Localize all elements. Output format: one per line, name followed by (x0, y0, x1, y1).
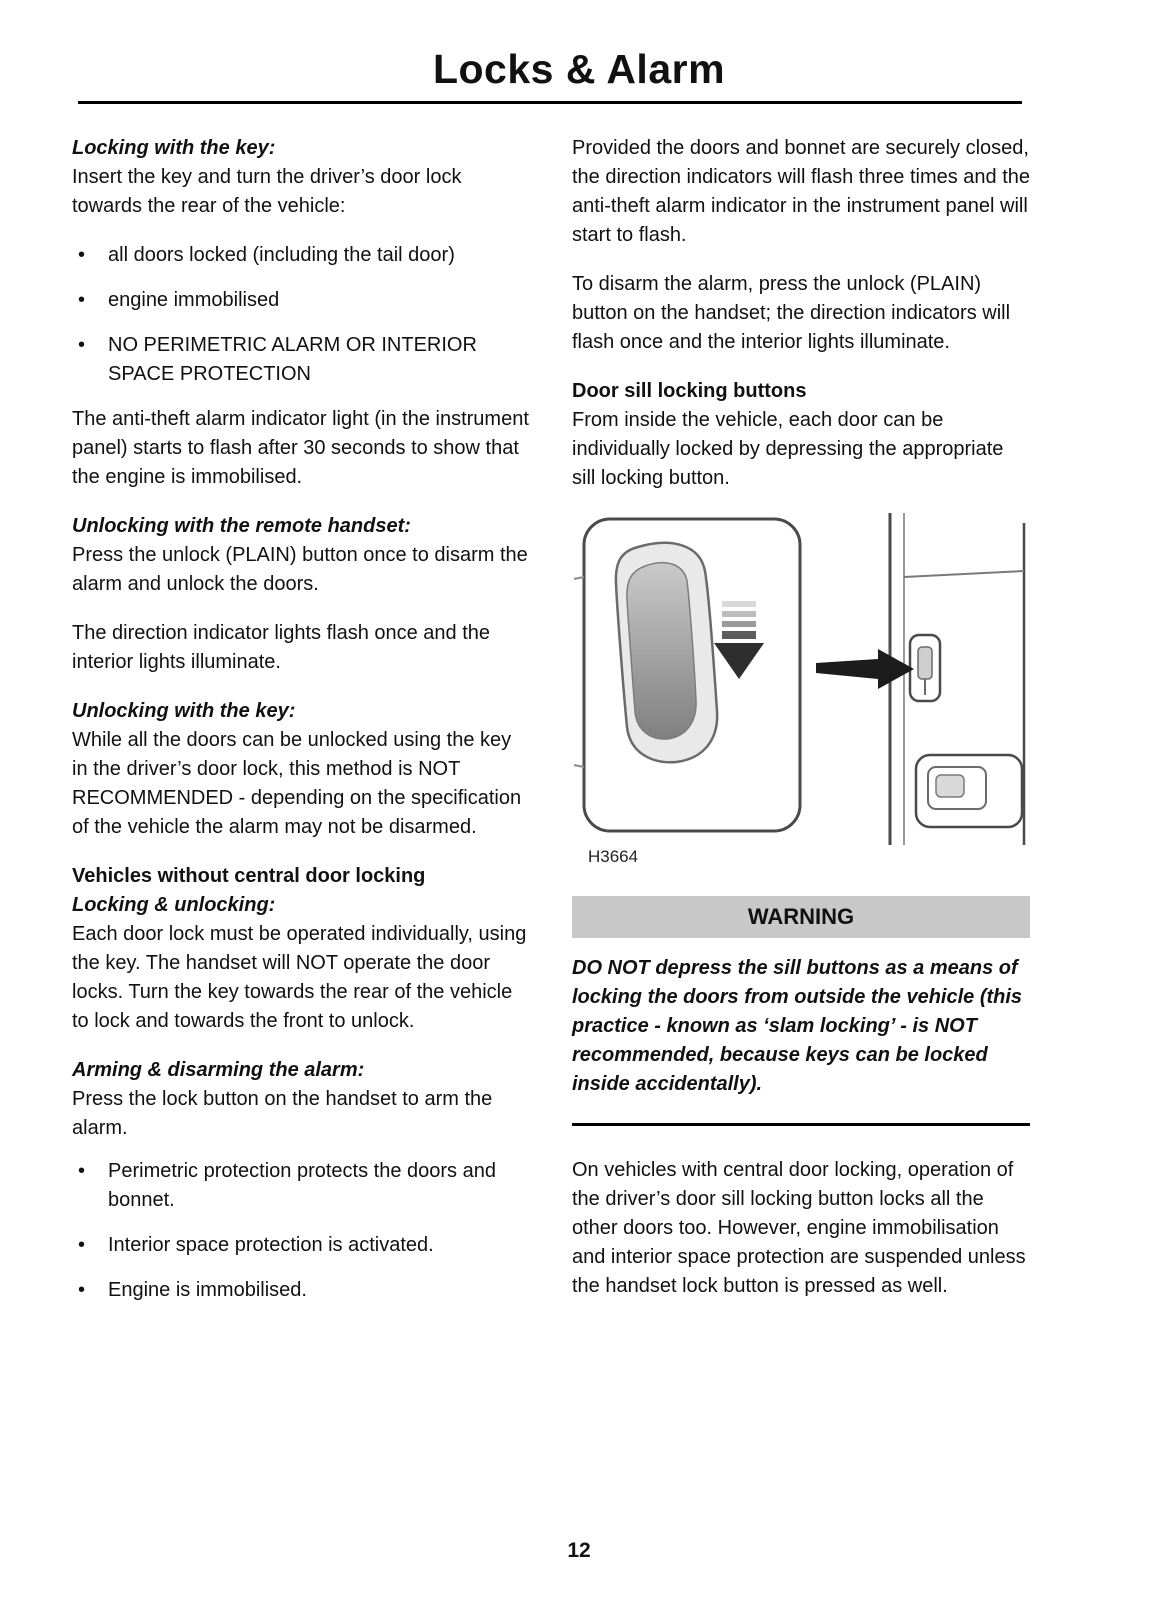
list-item: • all doors locked (including the tail door) (72, 241, 530, 270)
arming-bullet-list (72, 1157, 530, 1305)
heading-door-sill-buttons: Door sill locking buttons (572, 380, 807, 402)
page-header (0, 0, 1158, 104)
left-column (72, 134, 530, 1321)
page-number: 12 (567, 1539, 591, 1562)
para-antitheft-indicator: The anti-theft alarm indicator light (in the instrument panel) starts to flash after 30 seconds to show that the engine is immobilised. (72, 408, 529, 488)
two-column-layout (0, 104, 1158, 1321)
para-disarm-alarm: To disarm the alarm, press the unlock (PLAIN) button on the handset; the direction indicators will flash once and the interior lights illuminate. (572, 273, 1011, 353)
right-column (572, 134, 1030, 1321)
heading-no-central-locking: Vehicles without central door locking (72, 865, 426, 887)
para-unlocking-remote: Press the unlock (PLAIN) button once to disarm the alarm and unlock the doors. (72, 544, 528, 595)
para-unlocking-key: While all the doors can be unlocked using the key in the driver’s door lock, this method is NOT RECOMMENDED - depending on the specification of the vehicle the alarm may not be disarmed. (72, 729, 522, 838)
locking-bullet-list (72, 241, 530, 389)
para-locking-with-key: Insert the key and turn the driver’s door lock towards the rear of the vehicle: (72, 166, 462, 217)
para-central-locking: On vehicles with central door locking, operation of the driver’s door sill locking button locks all the other doors too. However, engine immobilisation and interior space protection are suspended unless the handset lock button is pressed as well. (572, 1158, 1026, 1297)
para-door-sill-buttons: From inside the vehicle, each door can be individually locked by depressing the appropriate sill locking button. (572, 409, 1004, 489)
pointer-arrow-icon (816, 649, 914, 689)
door-sill-figure-svg (572, 513, 1032, 845)
list-item: • Engine is immobilised. (72, 1276, 530, 1305)
list-item: • engine immobilised (72, 286, 530, 315)
warning-divider (572, 1123, 1030, 1126)
heading-locking-unlocking: Locking & unlocking: (72, 894, 276, 916)
para-provided-doors: Provided the doors and bonnet are securely closed, the direction indicators will flash three times and the anti-theft alarm indicator in the instrument panel will start to flash. (572, 137, 1031, 246)
heading-arming-disarming: Arming & disarming the alarm: (72, 1059, 365, 1081)
list-item: • NO PERIMETRIC ALARM OR INTERIOR SPACE PROTECTION (72, 331, 530, 389)
sill-button-shape (616, 543, 717, 762)
warning-header: WARNING (572, 896, 1030, 938)
door-handle-recess (916, 755, 1022, 827)
para-locking-unlocking: Each door lock must be operated individually, using the key. The handset will NOT operate the door locks. Turn the key towards the rear of the vehicle to lock and towards the front to unlock. (72, 923, 527, 1032)
list-item: • Interior space protection is activated. (72, 1231, 530, 1260)
para-direction-indicators: The direction indicator lights flash once and the interior lights illuminate. (72, 622, 491, 673)
door-sill-illustration (572, 513, 1030, 870)
heading-locking-with-key: Locking with the key: (72, 137, 276, 159)
warning-text: DO NOT depress the sill buttons as a means of locking the doors from outside the vehicle (this practice - known as ‘slam locking’ - is NOT recommended, because keys can be locked inside accidentally). (572, 956, 1023, 1095)
list-item: • Perimetric protection protects the doors and bonnet. (72, 1157, 530, 1215)
figure-caption: H3664 (588, 847, 639, 866)
page-title: Locks & Alarm (432, 46, 726, 92)
heading-unlocking-remote: Unlocking with the remote handset: (72, 515, 411, 537)
heading-unlocking-key: Unlocking with the key: (72, 700, 296, 722)
para-arming-disarming: Press the lock button on the handset to arm the alarm. (72, 1088, 493, 1139)
